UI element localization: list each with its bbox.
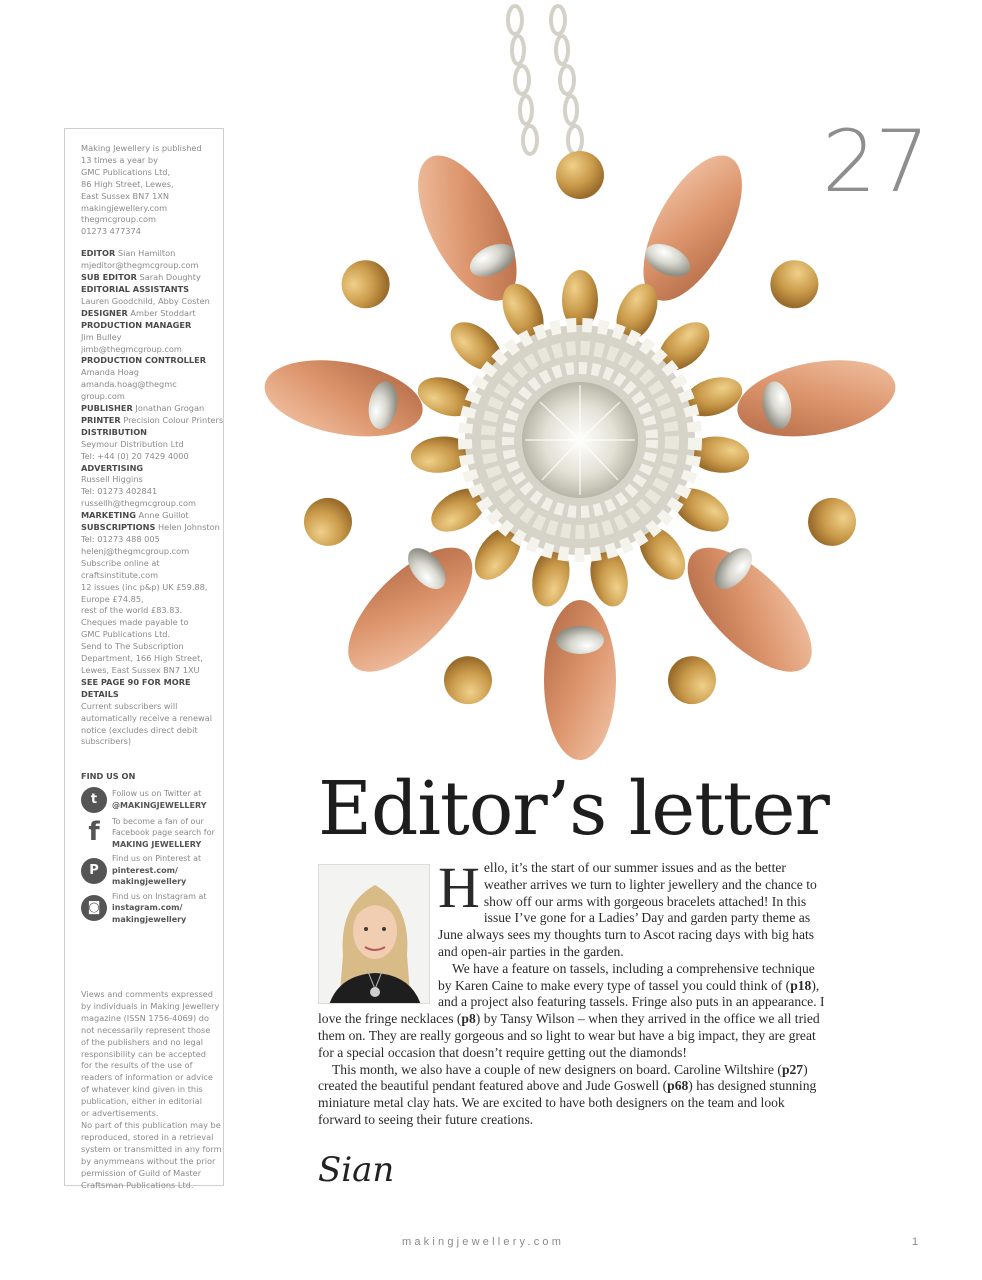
twitter-icon[interactable]: t <box>81 787 107 813</box>
social-link-facebook[interactable] <box>81 816 221 851</box>
credit-line <box>81 272 213 284</box>
credit-line <box>81 332 213 344</box>
social-text: makingjewellery <box>112 914 187 924</box>
credit-name: Tel: +44 (0) 20 7429 4000 <box>81 450 189 461</box>
paragraph-1: Hello, it’s the start of our summer issues and as the better weather arrives we turn to lighter jewellery and the chance to show off our arms with gorgeous bracelets attached! In this issue I’ve gone for a Ladies’ Day and garden party theme as June always sees my thoughts turn to Ascot racing days with big hats and open-air parties in the garden. <box>438 855 817 959</box>
credit-line <box>81 344 213 356</box>
publisher-info-line: Making Jewellery is published <box>81 143 202 153</box>
credit-role: PUBLISHER <box>81 403 133 414</box>
facebook-icon[interactable]: f <box>88 817 100 848</box>
publisher-info-line: 13 times a year by <box>81 154 158 165</box>
social-link-instagram[interactable] <box>81 891 221 926</box>
page-ref: p18 <box>790 977 812 993</box>
credit-name: Precision Colour Printers <box>123 414 224 425</box>
publisher-info-line: thegmcgroup.com <box>81 214 156 225</box>
credit-line <box>81 451 213 463</box>
credit-name: Jim Bulley <box>81 331 122 342</box>
pinterest-icon[interactable]: P <box>81 858 107 884</box>
editor-letter-body <box>318 855 830 1129</box>
page-ref: p27 <box>781 1061 804 1077</box>
social-link-twitter[interactable] <box>81 787 221 813</box>
credit-line <box>81 689 213 701</box>
credit-name: jimb@thegmcgroup.com <box>81 343 182 354</box>
credit-role: MARKETING <box>81 510 136 521</box>
page-title: Editor’s letter <box>318 766 829 852</box>
credit-line <box>81 367 213 379</box>
credit-line <box>81 414 224 427</box>
credit-name: GMC Publications Ltd. <box>81 629 171 640</box>
social-text: Find us on Pinterest at <box>112 854 202 864</box>
find-us-on <box>81 771 221 928</box>
paragraph-3: This month, we also have a couple of new designers on board. Caroline Wiltshire (p27) created the beautiful pendant featured above and Jude Goswell (p68) has designed stunning miniature metal clay hats. We are excited to have both designers on the team and look forward to seeing their future creations. <box>318 1061 817 1127</box>
masthead-sidebar <box>64 128 224 1190</box>
credit-name: Seymour Distribution Ltd <box>81 438 184 449</box>
credit-name: notice (excludes direct debit <box>81 724 198 735</box>
disclaimer <box>81 989 222 1191</box>
social-text: Find us on Instagram at <box>112 891 207 901</box>
credit-name: Send to The Subscription <box>81 641 184 652</box>
page-number: 1 <box>912 1236 919 1248</box>
disclaimer-line: publication, either in editorial <box>81 1096 202 1107</box>
credit-line <box>81 391 213 403</box>
credit-role: EDITOR <box>81 248 116 259</box>
credit-line <box>81 284 213 296</box>
publisher-info <box>81 143 213 238</box>
drop-cap: H <box>438 855 480 920</box>
disclaimer-line: of the publishers and no legal <box>81 1036 204 1047</box>
disclaimer-line: Craftsman Publications Ltd. <box>81 1179 194 1190</box>
social-text: instagram.com/ <box>112 903 183 913</box>
credit-line <box>81 617 213 629</box>
credit-line <box>81 510 213 522</box>
social-link-pinterest[interactable] <box>81 853 221 888</box>
disclaimer-line: readers of information or advice <box>81 1072 213 1083</box>
social-text: pinterest.com/ <box>112 865 178 875</box>
credit-line <box>81 498 213 510</box>
social-text: Follow us on Twitter at <box>112 789 202 799</box>
credit-line <box>81 629 213 641</box>
credit-name: Current subscribers will <box>81 700 178 711</box>
credit-name: Tel: 01273 488 005 <box>81 534 160 544</box>
credit-name: Sian Hamilton <box>117 248 176 259</box>
credit-name: craftsinstitute.com <box>81 569 159 580</box>
credit-line <box>81 713 213 725</box>
credit-line <box>81 736 213 748</box>
disclaimer-line: or advertisements. <box>81 1108 159 1119</box>
publisher-info-line: 86 High Street, Lewes, <box>81 178 174 189</box>
disclaimer-line: for the results of the use of <box>81 1060 193 1071</box>
credit-line <box>81 641 213 653</box>
disclaimer-line: system or transmitted in any form <box>81 1143 222 1154</box>
credit-line <box>81 725 213 737</box>
credit-role: SUBSCRIPTIONS <box>81 522 156 533</box>
page-ref: p8 <box>461 1011 476 1027</box>
credit-name: subscribers) <box>81 736 132 747</box>
publisher-info-line: 01273 477374 <box>81 226 141 237</box>
credit-name: Lauren Goodchild, Abby Costen <box>81 295 210 306</box>
credit-role: ADVERTISING <box>81 462 144 473</box>
credit-line <box>81 320 213 332</box>
credit-name: Sarah Doughty <box>139 272 201 283</box>
credit-line <box>81 427 213 439</box>
disclaimer-line: of whatever kind given in this <box>81 1084 203 1095</box>
credit-name: Europe £74.85, <box>81 593 144 604</box>
paragraph-2: We have a feature on tassels, including a comprehensive technique by Karen Caine to make every type of tassel you could think of (p18), and a project also featuring tassels. Fringe also puts in an appearance. I love the fringe necklaces (p8) by Tansy Wilson – when they arrived in the office we all tried them on. They are really gorgeous and so light to wear but have a big impact, they are great for a special occasion that doesn’t require getting out the diamonds! <box>318 960 825 1060</box>
disclaimer-line: No part of this publication may be <box>81 1119 221 1130</box>
credit-line <box>81 653 213 665</box>
disclaimer-line: not necessarily represent those <box>81 1024 211 1035</box>
credit-name: Cheques made payable to <box>81 617 189 628</box>
credit-line <box>81 474 213 486</box>
credit-role: DESIGNER <box>81 307 128 318</box>
credit-line <box>81 308 213 320</box>
issue-number: 27 <box>822 112 928 212</box>
credit-role: SUB EDITOR <box>81 272 137 283</box>
credit-line <box>81 486 213 498</box>
disclaimer-line: Views and comments expressed <box>81 989 213 999</box>
instagram-icon[interactable]: ◙ <box>81 895 107 921</box>
credit-line <box>81 260 213 272</box>
credit-line <box>81 582 213 594</box>
credit-name: Amber Stoddart <box>130 307 196 318</box>
social-text: MAKING JEWELLERY <box>112 839 202 849</box>
credit-line <box>81 355 213 367</box>
credit-name: Helen Johnston <box>158 522 220 533</box>
credit-line <box>81 379 213 391</box>
disclaimer-line: responsibility can be accepted <box>81 1048 206 1059</box>
credit-line <box>81 439 213 451</box>
credit-line <box>81 296 213 308</box>
credit-line <box>81 534 213 546</box>
social-text: makingjewellery <box>112 877 187 887</box>
credit-name: Amanda Hoag <box>81 367 139 378</box>
publisher-info-line: makingjewellery.com <box>81 202 168 213</box>
credit-line <box>81 665 213 677</box>
credit-name: Anne Guillot <box>138 510 189 521</box>
signature: Sian <box>318 1150 395 1190</box>
credit-role: EDITORIAL ASSISTANTS <box>81 283 190 294</box>
credit-line <box>81 546 213 558</box>
credit-line <box>81 463 213 475</box>
credit-role: SEE PAGE 90 FOR MORE <box>81 676 191 687</box>
credit-name: Russell Higgins <box>81 474 143 485</box>
credit-name: mjeditor@thegmcgroup.com <box>81 260 199 271</box>
credit-line <box>81 605 213 617</box>
credit-name: amanda.hoag@thegmc <box>81 379 177 390</box>
credit-line <box>81 558 213 570</box>
credit-name: Tel: 01273 402841 <box>81 486 158 497</box>
credit-name: russellh@thegmcgroup.com <box>81 498 197 509</box>
disclaimer-line: permission of Guild of Master <box>81 1167 202 1178</box>
credit-name: helenj@thegmcgroup.com <box>81 545 190 556</box>
page-ref: p68 <box>667 1078 689 1094</box>
staff-credits <box>81 248 224 748</box>
credit-name: Jonathan Grogan <box>135 403 205 414</box>
publisher-info-line: GMC Publications Ltd, <box>81 166 171 177</box>
credit-name: group.com <box>81 391 125 402</box>
credit-role: DETAILS <box>81 688 119 699</box>
credit-name: Lewes, East Sussex BN7 1XU <box>81 664 200 675</box>
credit-line <box>81 594 213 606</box>
credit-line <box>81 522 220 534</box>
credit-role: PRODUCTION CONTROLLER <box>81 355 207 366</box>
find-us-title: FIND US ON <box>81 771 136 781</box>
credit-role: PRODUCTION MANAGER <box>81 319 192 330</box>
credit-name: rest of the world £83.83. <box>81 605 183 616</box>
disclaimer-line: reproduced, stored in a retrieval <box>81 1131 214 1142</box>
disclaimer-line: by anymmeans without the prior <box>81 1155 216 1166</box>
credit-line <box>81 570 213 582</box>
credit-name: Subscribe online at <box>81 557 160 568</box>
credit-role: PRINTER <box>81 414 121 425</box>
credit-name: 12 issues (inc p&p) UK £59.88, <box>81 581 208 592</box>
social-text: Facebook page search for <box>112 828 215 838</box>
footer-url[interactable]: makingjewellery.com <box>402 1236 565 1248</box>
publisher-info-line: East Sussex BN7 1XN <box>81 190 170 201</box>
social-text: @MAKINGJEWELLERY <box>112 800 207 810</box>
credit-line <box>81 701 213 713</box>
credit-line <box>81 403 213 415</box>
credit-role: DISTRIBUTION <box>81 426 148 437</box>
credit-line <box>81 677 213 689</box>
credit-line <box>81 248 213 260</box>
credit-name: Department, 166 High Street, <box>81 653 203 664</box>
social-text: To become a fan of our <box>112 816 204 826</box>
disclaimer-line: by individuals in Making Jewellery <box>81 1000 220 1011</box>
disclaimer-line: magazine (ISSN 1756-4069) do <box>81 1012 209 1023</box>
credit-name: automatically receive a renewal <box>81 712 212 723</box>
